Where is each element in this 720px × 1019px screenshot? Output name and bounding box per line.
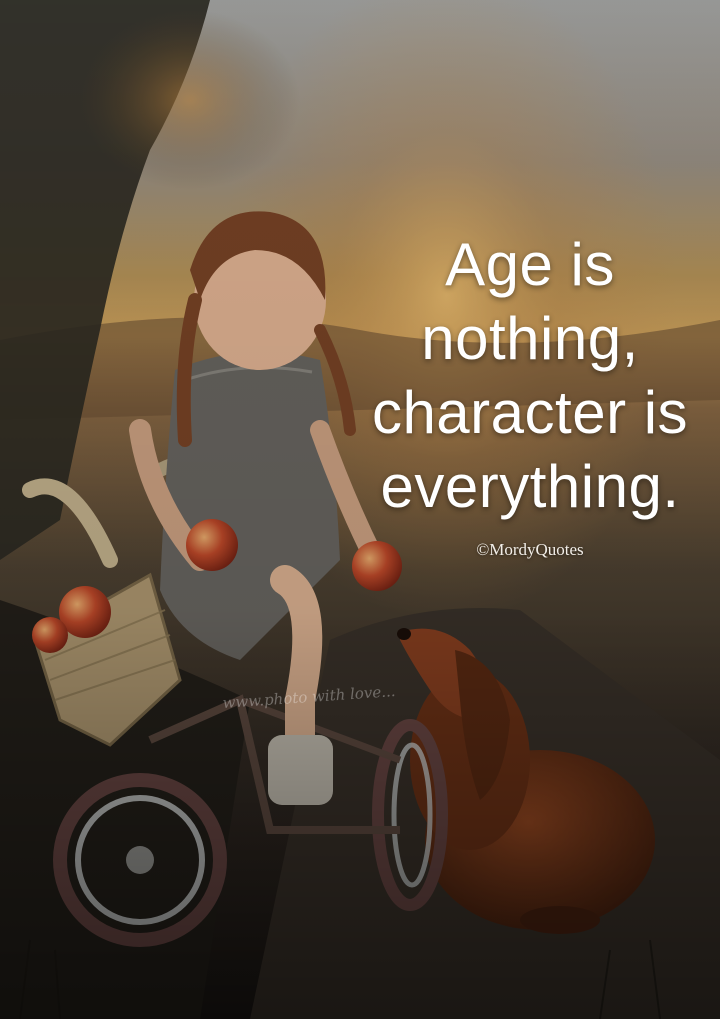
author-credit: ©MordyQuotes — [476, 540, 584, 559]
quote-line: nothing, — [421, 305, 639, 372]
photo-watermark: www.photo with love... — [221, 681, 397, 713]
quote-text — [350, 228, 710, 524]
quote-line: Age is — [445, 231, 615, 298]
quote-line: character is — [371, 379, 689, 446]
quote-line: everything. — [380, 453, 680, 520]
